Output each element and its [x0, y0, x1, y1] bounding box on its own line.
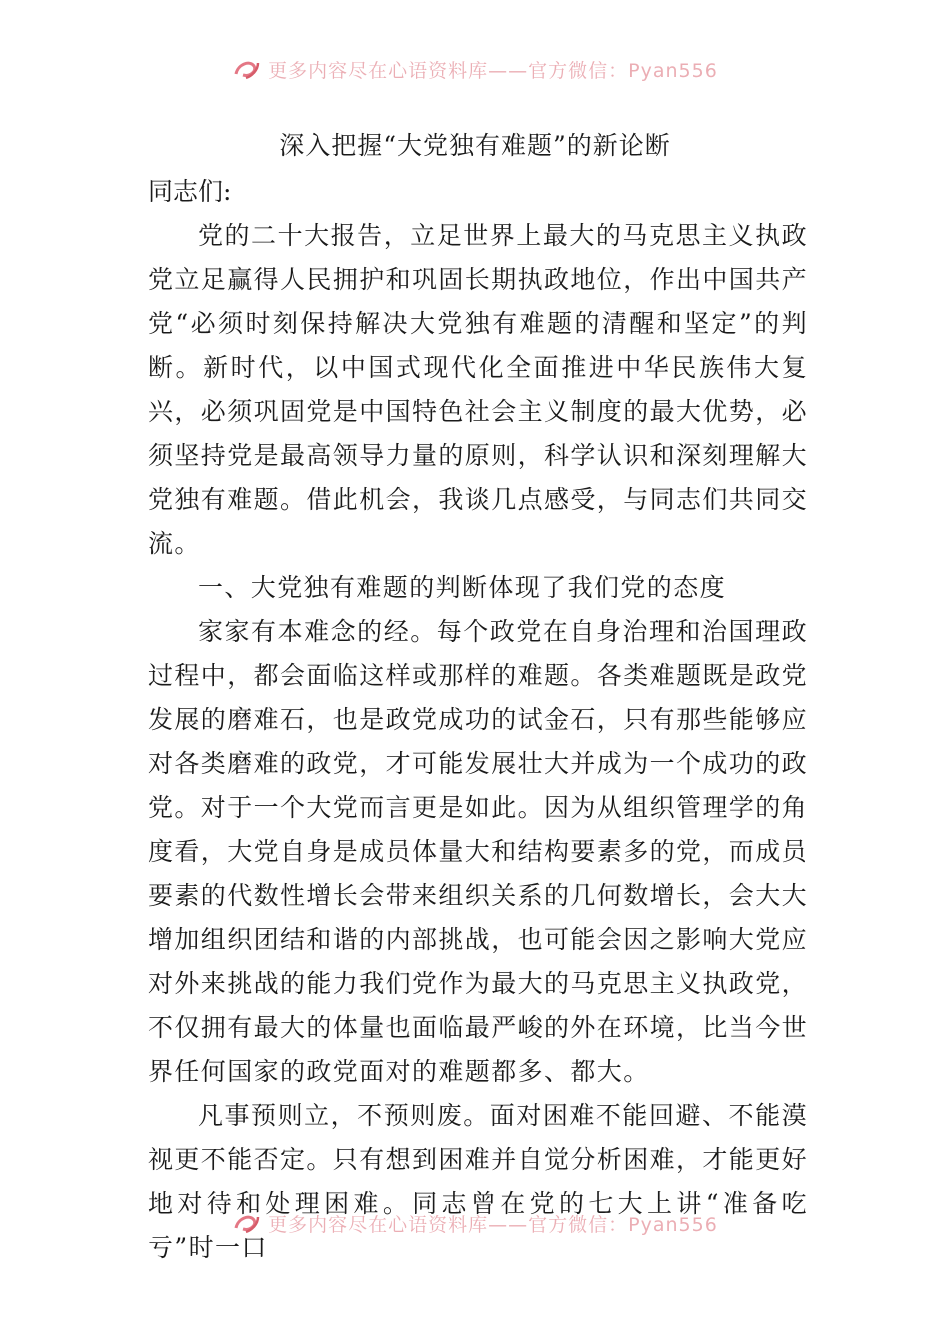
watermark-text: 更多内容尽在心语资料库——官方微信：Pyan556: [268, 59, 718, 82]
document-title: 深入把握“大党独有难题”的新论断: [279, 131, 671, 160]
paragraph: 家家有本难念的经。每个政党在自身治理和治国理政过程中，都会面临这样或那样的难题。各类难题既是政党发展的磨难石，也是政党成功的试金石，只有那些能够应对各类磨难的政党，才可能发展壮大并成为一个成功的政党。对于一个大党而言更是如此。因为从组织管理学的角度看，大党自身是成员体量大和结构要素多的党，而成员要素的代数性增长会带来组织关系的几何数增长，会大大增加组织团结和谐的内部挑战，也可能会因之影响大党应对外来挑战的能力我们党作为最大的马克思主义执政党，不仅拥有最大的体量也面临最严峻的外在环境，比当今世界任何国家的政党面对的难题都多、都大。: [148, 617, 809, 1086]
salutation: 同志们:: [148, 177, 232, 206]
document-body: [148, 214, 808, 1270]
watermark-logo-icon: [232, 1212, 262, 1234]
watermark-logo-icon: [232, 58, 262, 80]
section-heading: 一、大党独有难题的判断体现了我们党的态度: [198, 573, 727, 602]
paragraph: 凡事预则立，不预则废。面对困难不能回避、不能漠视更不能否定。只有想到困难并自觉分析困难，才能更好地对待和处理困难。同志曾在党的七大上讲“准备吃亏”时一口: [148, 1101, 809, 1262]
header-watermark: [0, 54, 950, 84]
paragraph: 党的二十大报告，立足世界上最大的马克思主义执政党立足赢得人民拥护和巩固长期执政地位，作出中国共产党“必须时刻保持解决大党独有难题的清醒和坚定”的判断。新时代，以中国式现代化全面推进中华民族伟大复兴，必须巩固党是中国特色社会主义制度的最大优势，必须坚持党是最高领导力量的原则，科学认识和深刻理解大党独有难题。借此机会，我谈几点感受，与同志们共同交流。: [148, 221, 809, 558]
footer-watermark: [0, 1208, 950, 1238]
watermark-text: 更多内容尽在心语资料库——官方微信：Pyan556: [268, 1213, 718, 1236]
